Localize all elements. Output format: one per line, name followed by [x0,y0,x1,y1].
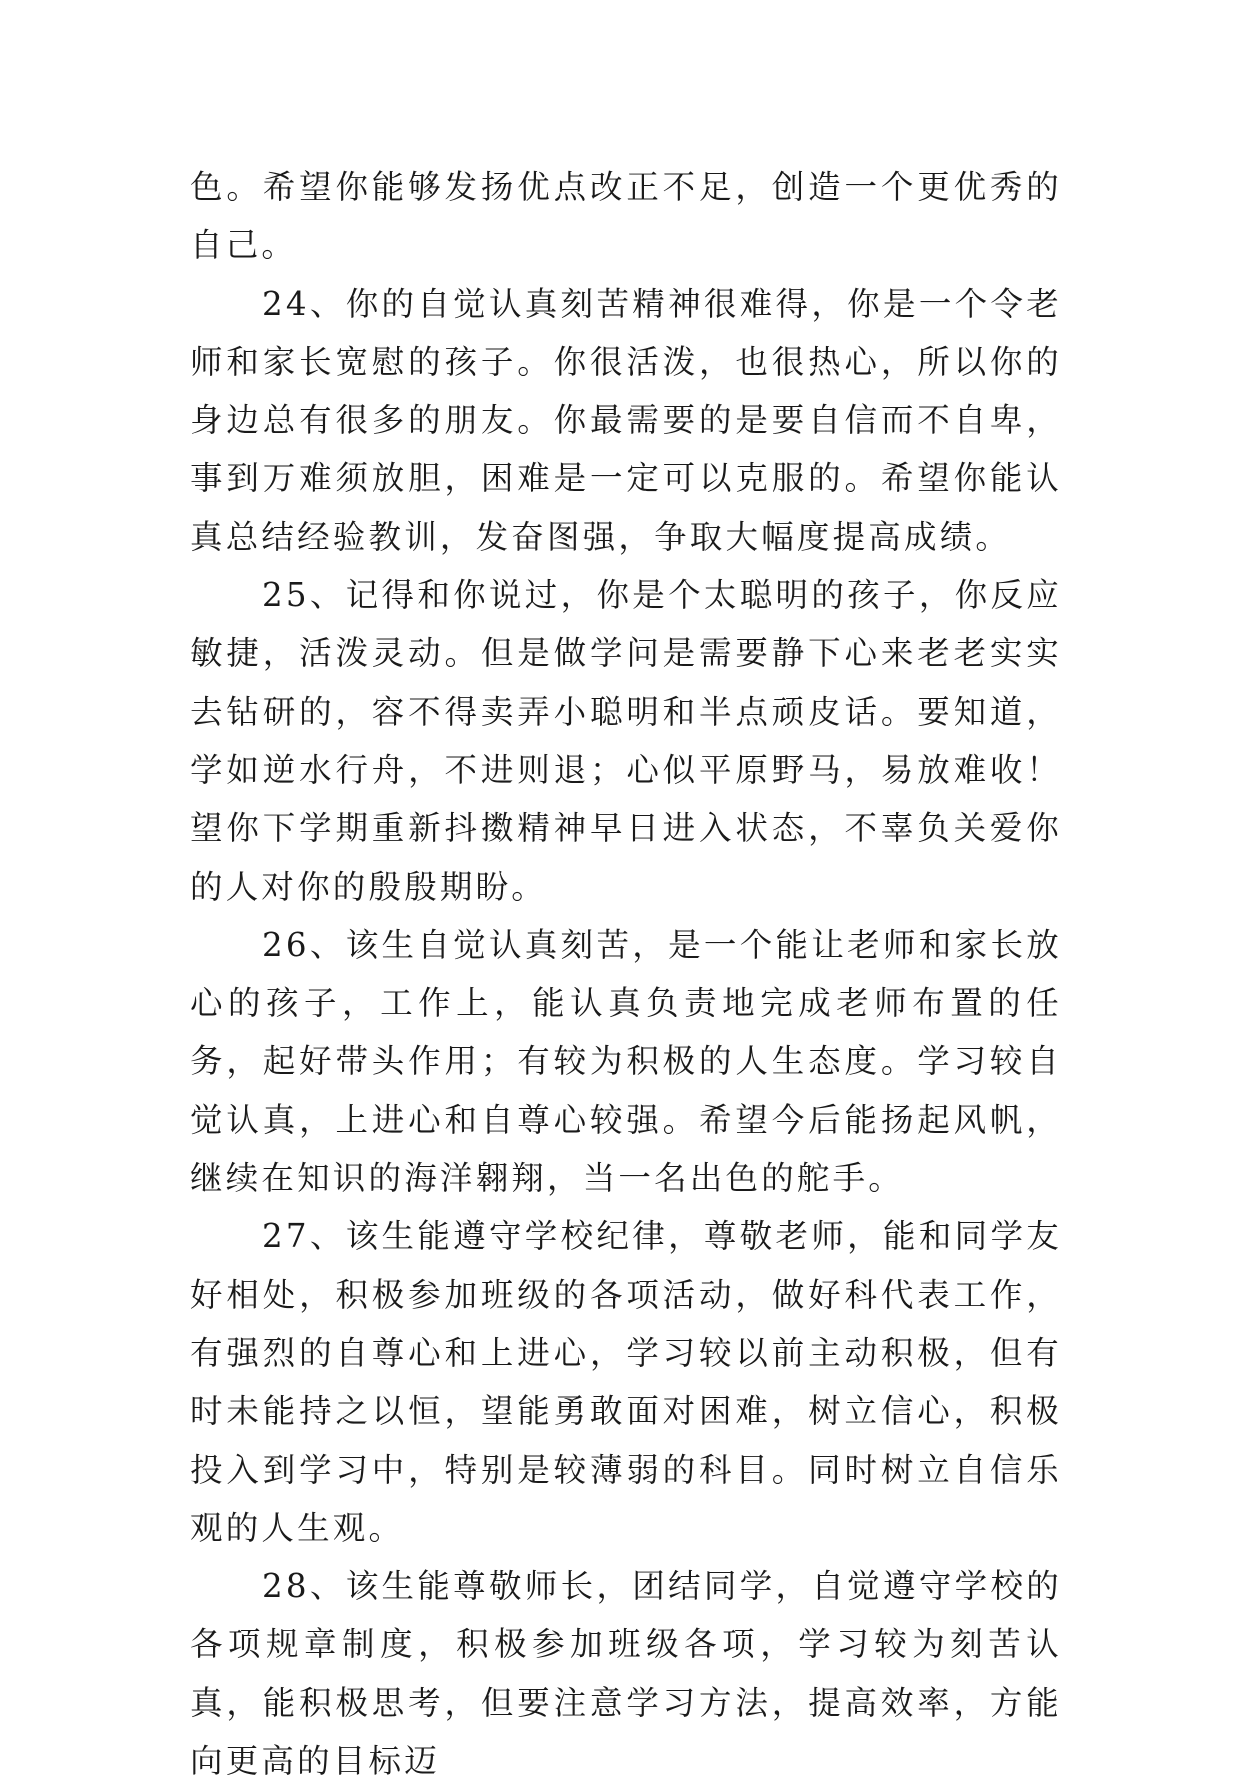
paragraph-continuation: 色。希望你能够发扬优点改正不足，创造一个更优秀的自己。 [190,168,1062,265]
paragraph-26: 26、该生自觉认真刻苦，是一个能让老师和家长放心的孩子，工作上，能认真负责地完成老师布置的任务，起好带头作用；有较为积极的人生态度。学习较自觉认真，上进心和自尊心较强。希望今后能扬起风帆，继续在知识的海洋翱翔，当一名出色的舵手。 [190,925,1062,1198]
paragraph-28: 28、该生能尊敬师长，团结同学，自觉遵守学校的各项规章制度，积极参加班级各项，学习较为刻苦认真，能积极思考，但要注意学习方法，提高效率，方能向更高的目标迈 [190,1567,1062,1781]
document-body [190,158,1062,1790]
paragraph-24: 24、你的自觉认真刻苦精神很难得，你是一个令老师和家长宽慰的孩子。你很活泼，也很热心，所以你的身边总有很多的朋友。你最需要的是要自信而不自卑，事到万难须放胆，困难是一定可以克服的。希望你能认真总结经验教训，发奋图强，争取大幅度提高成绩。 [190,284,1062,556]
paragraph-27: 27、该生能遵守学校纪律，尊敬老师，能和同学友好相处，积极参加班级的各项活动，做好科代表工作，有强烈的自尊心和上进心，学习较以前主动积极，但有时未能持之以恒，望能勇敢面对困难，树立信心，积极投入到学习中，特别是较薄弱的科目。同时树立自信乐观的人生观。 [190,1217,1062,1547]
paragraph-25: 25、记得和你说过，你是个太聪明的孩子，你反应敏捷，活泼灵动。但是做学问是需要静下心来老老实实去钻研的，容不得卖弄小聪明和半点顽皮话。要知道，学如逆水行舟，不进则退；心似平原野马，易放难收！望你下学期重新抖擞精神早日进入状态，不辜负关爱你的人对你的殷殷期盼。 [190,576,1062,906]
